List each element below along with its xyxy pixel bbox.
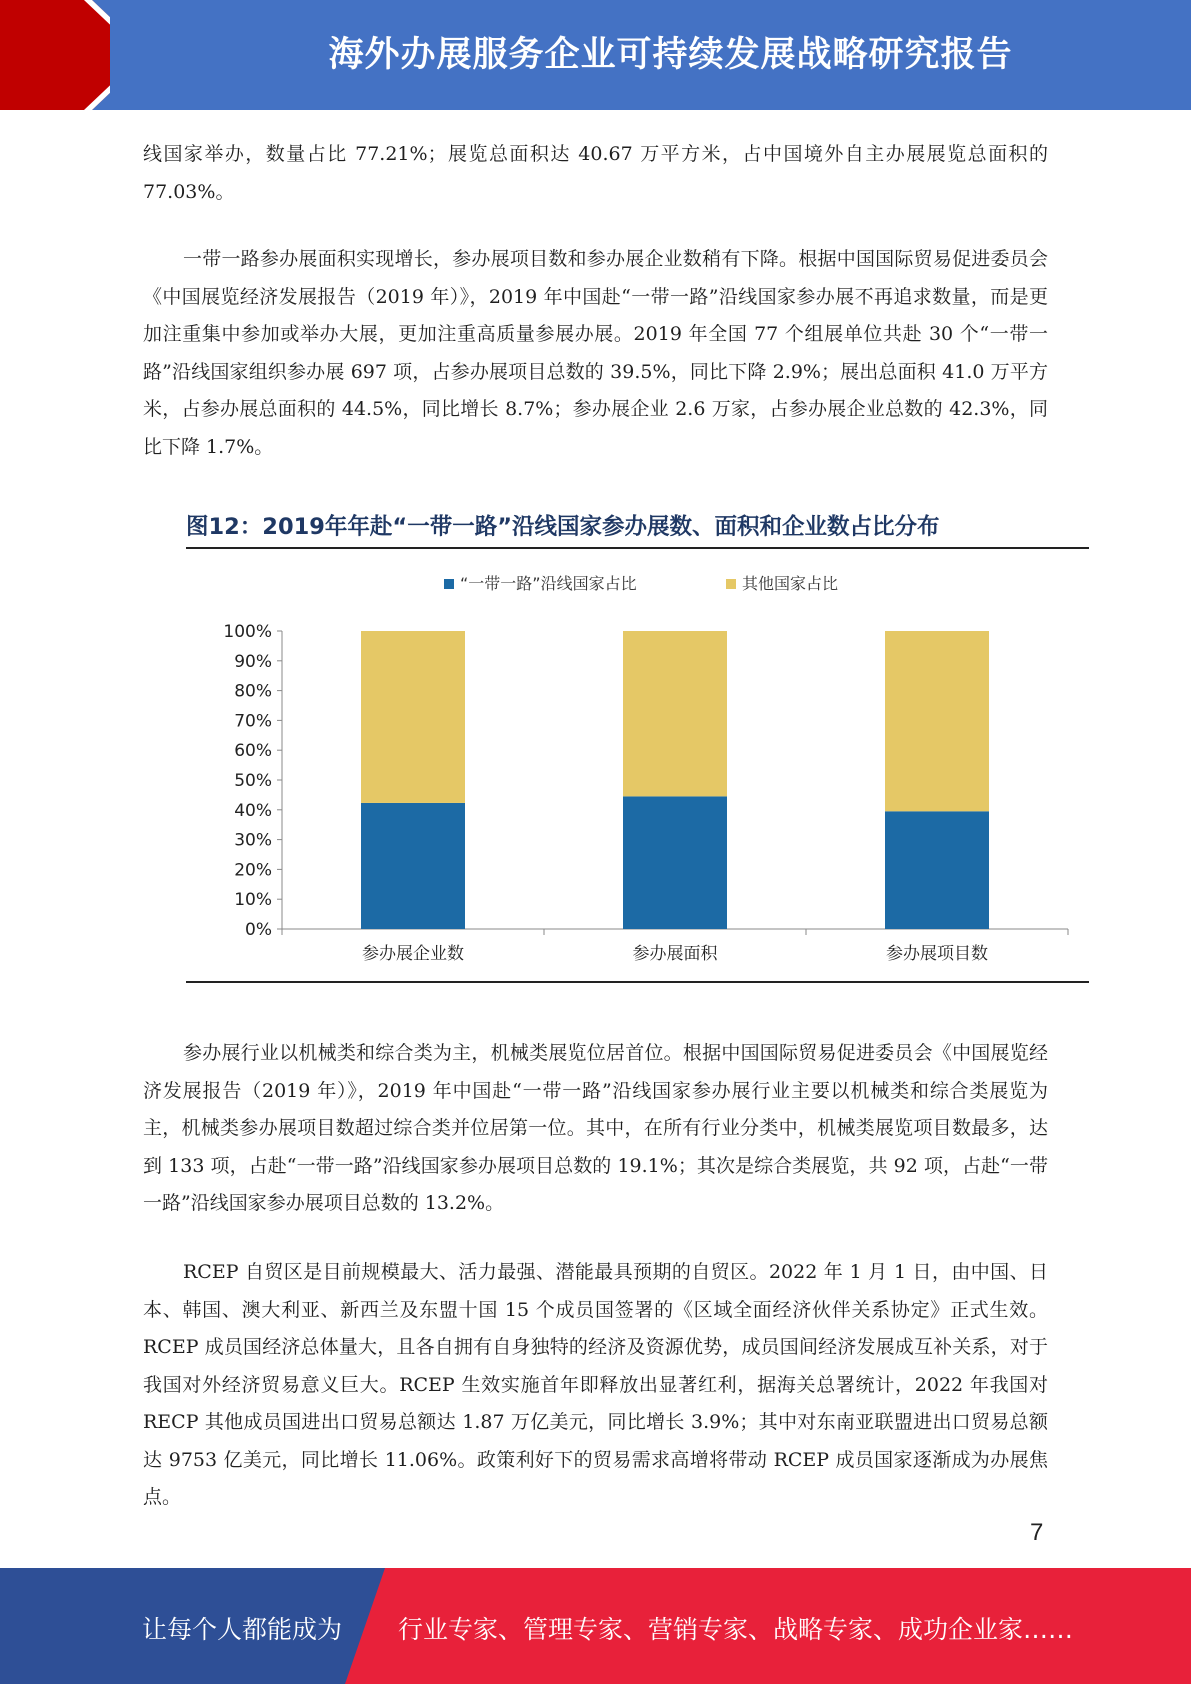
y-tick-label: 20% xyxy=(234,860,272,881)
figure-title: 图12：2019年年赴“一带一路”沿线国家参办展数、面积和企业数占比分布 xyxy=(186,514,940,540)
paragraph-industry: 参办展行业以机械类和综合类为主，机械类展览位居首位。根据中国国际贸易促进委员会《中国展览经济发展报告（2019 年）》，2019 年中国赴“一带一路”沿线国家参办展行业主要以机械类和综合类展览为主，机械类参办展项目数超过综合类并位居第一位。其中，在所有行业分类中，机械类展览项目数最多，达到 133 项，占赴“一带一路”沿线国家参办展项目总数的 19.1%；其次是综合类展览，共 92 项，占赴“一带一路”沿线国家参办展项目总数的 13.2%。 xyxy=(143,1042,1048,1214)
y-tick-label: 90% xyxy=(234,651,272,672)
header-title: 海外办展服务企业可持续发展战略研究报告 xyxy=(328,35,1013,75)
x-tick-label: 参办展企业数 xyxy=(362,944,464,964)
bar-segment xyxy=(623,796,727,929)
paragraph-intro-continuation: 线国家举办，数量占比 77.21%；展览总面积达 40.67 万平方米，占中国境外自主办展展览总面积的 77.03%。 xyxy=(143,143,1048,203)
bar-segment xyxy=(361,631,465,803)
y-tick-label: 0% xyxy=(245,920,272,940)
bar-segment xyxy=(361,803,465,929)
stacked-bar-chart xyxy=(186,560,1089,980)
y-tick-label: 80% xyxy=(234,681,272,702)
y-tick-label: 70% xyxy=(234,711,272,732)
y-tick-label: 40% xyxy=(234,800,272,821)
footer-slogan-left: 让每个人都能成为 xyxy=(142,1615,343,1644)
header-band xyxy=(0,0,1191,110)
footer-slogan-right: 行业专家、管理专家、营销专家、战略专家、成功企业家…… xyxy=(398,1615,1074,1644)
legend-label: 其他国家占比 xyxy=(742,574,839,593)
page-number: 7 xyxy=(1030,1519,1044,1546)
legend-swatch xyxy=(726,579,736,589)
header-arrow-decoration xyxy=(0,0,110,110)
y-tick-label: 60% xyxy=(234,741,272,762)
legend-swatch xyxy=(444,579,454,589)
paragraph-rcep: RCEP 自贸区是目前规模最大、活力最强、潜能最具预期的自贸区。2022 年 1 月 1 日，由中国、日本、韩国、澳大利亚、新西兰及东盟十国 15 个成员国签署的《区域全面经济伙伴关系协定》正式生效。RCEP 成员国经济总体量大，且各自拥有自身独特的经济及资源优势，成员国间经济发展成互补关系，对于我国对外经济贸易意义巨大。RCEP 生效实施首年即释放出显著红利，据海关总署统计，2022 年我国对 RECP 其他成员国进出口贸易总额达 1.87 万亿美元，同比增长 3.9%；其中对东南亚联盟进出口贸易总额达 9753 亿美元，同比增长 11.06%。政策利好下的贸易需求高增将带动 RCEP 成员国家逐渐成为办展焦点。 xyxy=(143,1261,1048,1508)
y-tick-label: 10% xyxy=(234,890,272,911)
x-tick-label: 参办展项目数 xyxy=(886,944,988,964)
legend-label: “一带一路”沿线国家占比 xyxy=(460,574,637,593)
bar-segment xyxy=(885,631,989,811)
figure-top-rule xyxy=(186,547,1089,549)
bar-segment xyxy=(623,631,727,796)
x-tick-label: 参办展面积 xyxy=(632,944,718,964)
bar-segment xyxy=(885,811,989,929)
y-tick-label: 30% xyxy=(234,830,272,851)
y-tick-label: 50% xyxy=(234,771,272,791)
paragraph-belt-road: 一带一路参办展面积实现增长，参办展项目数和参办展企业数稍有下降。根据中国国际贸易促进委员会《中国展览经济发展报告（2019 年）》，2019 年中国赴“一带一路”沿线国家参办展不再追求数量，而是更加注重集中参加或举办大展，更加注重高质量参展办展。2019 年全国 77 个组展单位共赴 30 个“一带一路”沿线国家组织参办展 697 项，占参办展项目总数的 39.5%，同比下降 2.9%；展出总面积 41.0 万平方米，占参办展总面积的 44.5%，同比增长 8.7%；参办展企业 2.6 万家，占参办展企业总数的 42.3%，同比下降 1.7%。 xyxy=(143,248,1048,458)
figure-bottom-rule xyxy=(186,981,1089,983)
y-tick-label: 100% xyxy=(223,622,272,642)
